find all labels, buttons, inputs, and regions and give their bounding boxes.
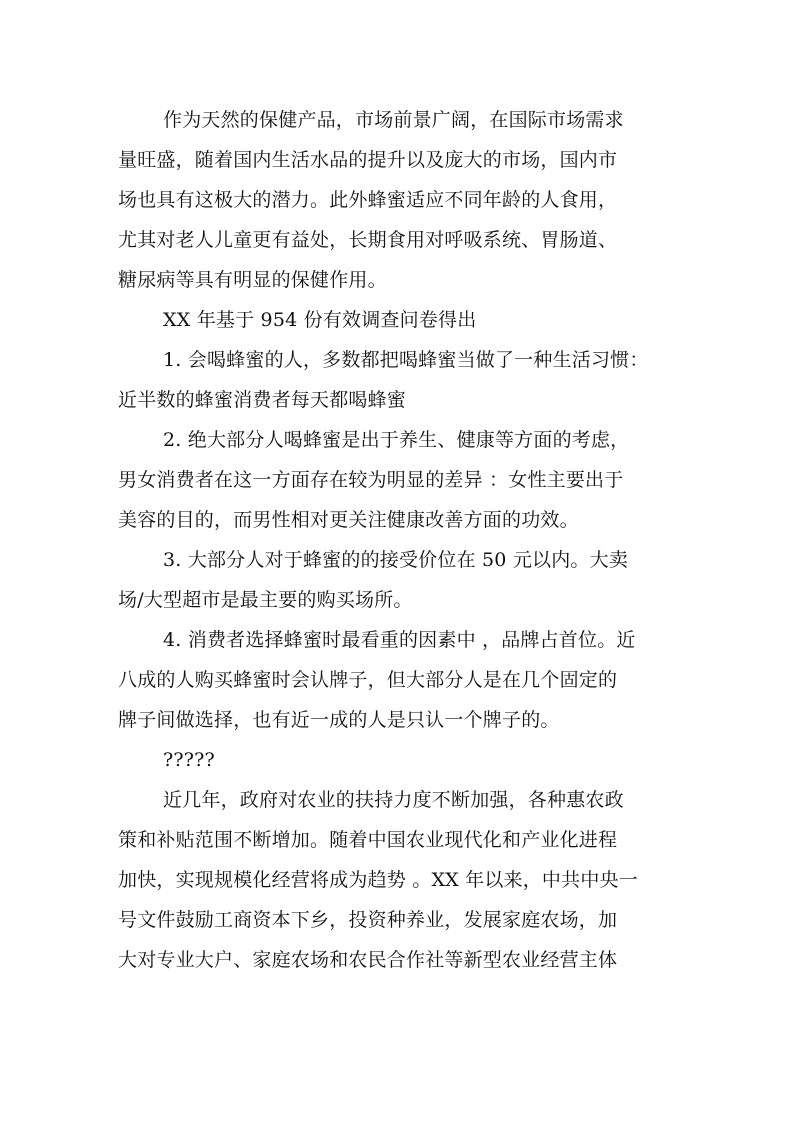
text-line: 糖尿病等具有明显的保健作用。 xyxy=(118,269,387,291)
text-line: 加快，实现规模化经营将成为趋势 。XX 年以来，中共中央一 xyxy=(118,869,638,891)
text-line: 号文件鼓励工商资本下乡，投资种养业，发展家庭农场，加 xyxy=(118,909,618,931)
text-line: ????? xyxy=(163,749,215,771)
text-line: 作为天然的保健产品，市场前景广阔，在国际市场需求 xyxy=(163,109,624,131)
text-line: 场/大型超市是最主要的购买场所。 xyxy=(118,589,413,611)
text-line: 量旺盛，随着国内生活水品的提升以及庞大的市场，国内市 xyxy=(118,149,618,171)
text-line: 男女消费者在这一方面存在较为明显的差异 ：女性主要出于 xyxy=(118,469,624,491)
text-line: 3. 大部分人对于蜂蜜的的接受价位在 50 元以内。大卖 xyxy=(163,549,629,571)
text-line: 大对专业大户、家庭农场和农民合作社等新型农业经营主体 xyxy=(118,949,618,971)
text-line: 策和补贴范围不断增加。随着中国农业现代化和产业化进程 xyxy=(118,829,618,851)
text-line: 牌子间做选择，也有近一成的人是只认一个牌子的。 xyxy=(118,709,560,731)
text-line: 场也具有这极大的潜力。此外蜂蜜适应不同年龄的人食用， xyxy=(118,189,618,211)
text-line: 2. 绝大部分人喝蜂蜜是出于养生、健康等方面的考虑， xyxy=(163,429,630,451)
text-line: XX 年基于 954 份有效调查问卷得出 xyxy=(163,309,477,331)
text-line: 八成的人购买蜂蜜时会认牌子，但大部分人是在几个固定的 xyxy=(118,669,618,691)
text-line: 1. 会喝蜂蜜的人，多数都把喝蜂蜜当做了一种生活习惯： xyxy=(163,349,649,371)
text-line: 尤其对老人儿童更有益处，长期食用对呼吸系统、胃肠道、 xyxy=(118,229,618,251)
text-line: 近几年，政府对农业的扶持力度不断加强，各种惠农政 xyxy=(163,789,624,811)
text-line: 近半数的蜂蜜消费者每天都喝蜂蜜 xyxy=(118,389,407,411)
text-line: 美容的目的，而男性相对更关注健康改善方面的功效。 xyxy=(118,509,579,531)
text-line: 4. 消费者选择蜂蜜时最看重的因素中 ，品牌占首位。近 xyxy=(163,629,636,651)
